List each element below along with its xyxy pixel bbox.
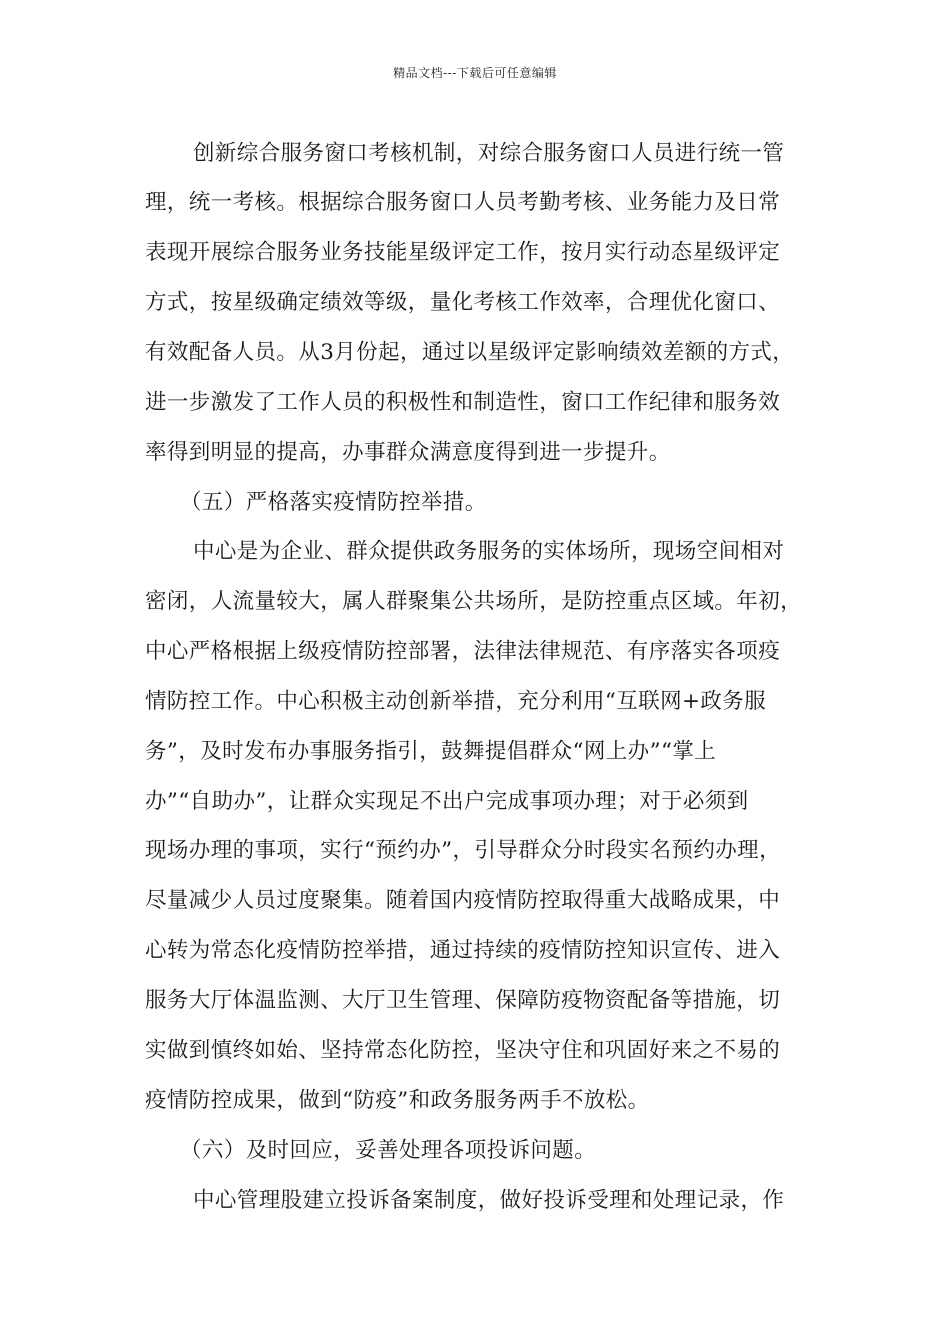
body-line-1: 创新综合服务窗口考核机制，对综合服务窗口人员进行统一管: [193, 141, 785, 166]
header-note: 精品文档---下载后可任意编辑: [393, 66, 557, 80]
body-line-4: 方式，按星级确定绩效等级，量化考核工作效率，合理优化窗口、: [145, 290, 781, 315]
body-line-8: 中心是为企业、群众提供政务服务的实体场所，现场空间相对: [193, 539, 785, 564]
body-line-2: 理，统一考核。根据综合服务窗口人员考勤考核、业务能力及日常: [145, 190, 781, 215]
body-line-12: 务”，及时发布办事服务指引，鼓舞提倡群众“网上办”“掌上: [145, 739, 717, 764]
body-line-15: 尽量减少人员过度聚集。随着国内疫情防控取得重大战略成果，中: [145, 888, 781, 913]
body-line-13: 办”“自助办”，让群众实现足不出户完成事项办理；对于必须到: [145, 789, 749, 814]
body-line-3: 表现开展综合服务业务技能星级评定工作，按月实行动态星级评定: [145, 240, 781, 265]
body-line-6: 进一步激发了工作人员的积极性和制造性，窗口工作纪律和服务效: [145, 390, 781, 415]
body-line-7: 率得到明显的提高，办事群众满意度得到进一步提升。: [145, 440, 671, 465]
body-line-17: 服务大厅体温监测、大厅卫生管理、保障防疫物资配备等措施，切: [145, 988, 781, 1013]
body-line-18: 实做到慎终如始、坚持常态化防控，坚决守住和巩固好来之不易的: [145, 1038, 781, 1063]
body-line-16: 心转为常态化疫情防控举措，通过持续的疫情防控知识宣传、进入: [145, 938, 781, 963]
section-heading-6: （六）及时回应，妥善处理各项投诉问题。: [180, 1138, 597, 1163]
body-line-19: 疫情防控成果，做到“防疫”和政务服务两手不放松。: [145, 1088, 650, 1113]
body-line-20: 中心管理股建立投诉备案制度，做好投诉受理和处理记录，作: [193, 1188, 785, 1213]
section-heading-5: （五）严格落实疫情防控举措。: [180, 490, 487, 515]
body-line-14: 现场办理的事项，实行“预约办”，引导群众分时段实名预约办理，: [145, 838, 781, 863]
body-line-5: 有效配备人员。从3月份起，通过以星级评定影响绩效差额的方式，: [145, 340, 795, 365]
body-line-9: 密闭，人流量较大，属人群聚集公共场所，是防控重点区域。年初，: [145, 589, 803, 614]
body-line-10: 中心严格根据上级疫情防控部署，法律法律规范、有序落实各项疫: [145, 639, 781, 664]
body-line-11: 情防控工作。中心积极主动创新举措，充分利用“互联网+政务服: [145, 689, 767, 714]
